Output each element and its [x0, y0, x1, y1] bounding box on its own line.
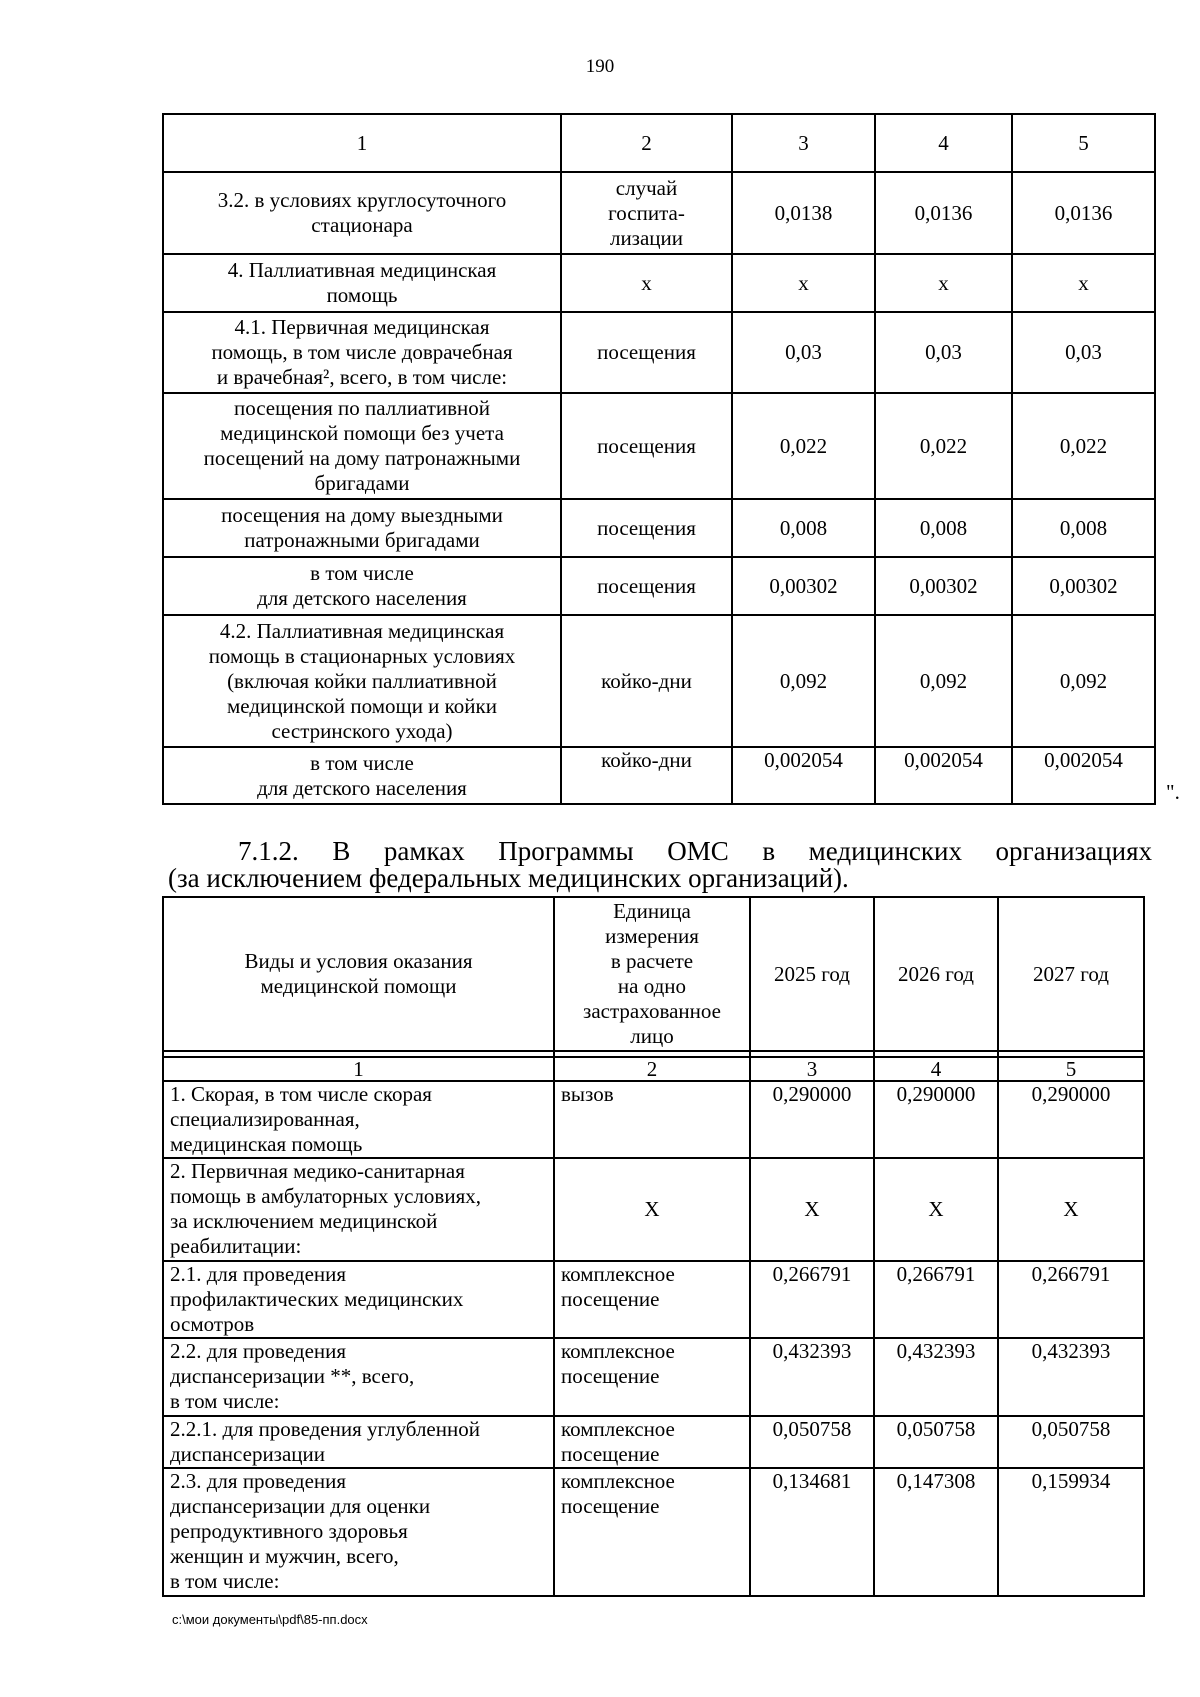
- unit-cell: комплексное посещение: [554, 1338, 750, 1416]
- header-cell: Единица измерения в расчете на одно застрахованное лицо: [554, 897, 750, 1051]
- table-row: [163, 1338, 1144, 1416]
- value-cell: х: [875, 254, 1012, 312]
- row-label-cell: 2.2. для проведения диспансеризации **, всего, в том числе:: [163, 1338, 554, 1416]
- column-number: 5: [998, 1057, 1144, 1081]
- unit-cell: койко-дни: [561, 747, 732, 804]
- table-row: [163, 747, 1155, 804]
- column-number: 2: [554, 1057, 750, 1081]
- value-cell: 0,0136: [1012, 172, 1155, 254]
- value-cell: 0,159934: [998, 1468, 1144, 1596]
- value-cell: 0,050758: [998, 1416, 1144, 1468]
- row-label-cell: посещения на дому выездными патронажными бригадами: [163, 499, 561, 557]
- value-cell: 0,050758: [750, 1416, 874, 1468]
- value-cell: 0,266791: [750, 1261, 874, 1338]
- value-cell: 0,00302: [1012, 557, 1155, 615]
- header-cell: 3: [732, 114, 875, 172]
- header-cell: 2026 год: [874, 897, 998, 1051]
- value-cell: 0,290000: [874, 1081, 998, 1158]
- value-cell: 0,022: [1012, 393, 1155, 499]
- value-cell: х: [1012, 254, 1155, 312]
- unit-cell: комплексное посещение: [554, 1261, 750, 1338]
- value-cell: 0,092: [732, 615, 875, 747]
- value-cell: 0,022: [732, 393, 875, 499]
- table-row: [163, 557, 1155, 615]
- value-cell: 0,266791: [874, 1261, 998, 1338]
- page-number: 190: [585, 56, 615, 77]
- row-label-cell: 4. Паллиативная медицинская помощь: [163, 254, 561, 312]
- header-cell: 1: [163, 114, 561, 172]
- value-cell: 0,022: [875, 393, 1012, 499]
- value-cell: 0,147308: [874, 1468, 998, 1596]
- value-cell: Х: [750, 1158, 874, 1261]
- table-row: [163, 615, 1155, 747]
- row-label-cell: 3.2. в условиях круглосуточного стационара: [163, 172, 561, 254]
- row-label-cell: в том числе для детского населения: [163, 557, 561, 615]
- unit-cell: Х: [554, 1158, 750, 1261]
- unit-cell: вызов: [554, 1081, 750, 1158]
- section-paragraph: [168, 838, 1152, 892]
- value-cell: 0,002054: [875, 747, 1012, 804]
- header-cell: Виды и условия оказания медицинской помощи: [163, 897, 554, 1051]
- value-cell: 0,03: [875, 312, 1012, 393]
- unit-cell: посещения: [561, 557, 732, 615]
- value-cell: 0,290000: [998, 1081, 1144, 1158]
- paragraph-line: 7.1.2. В рамках Программы ОМС в медицинских организациях: [238, 836, 1152, 866]
- value-cell: 0,00302: [875, 557, 1012, 615]
- table-row: [163, 254, 1155, 312]
- value-cell: 0,03: [732, 312, 875, 393]
- row-label-cell: 2.2.1. для проведения углубленной диспансеризации: [163, 1416, 554, 1468]
- row-label-cell: 2.3. для проведения диспансеризации для оценки репродуктивного здоровья женщин и мужчин, всего, в том числе:: [163, 1468, 554, 1596]
- unit-cell: комплексное посещение: [554, 1468, 750, 1596]
- header-cell: 2: [561, 114, 732, 172]
- column-number-row: [163, 1057, 1144, 1081]
- value-cell: 0,432393: [874, 1338, 998, 1416]
- table-row: [163, 1158, 1144, 1261]
- value-cell: 0,002054: [732, 747, 875, 804]
- row-label-cell: 2. Первичная медико-санитарная помощь в амбулаторных условиях, за исключением медицинской реабилитации:: [163, 1158, 554, 1261]
- table-palliative: [162, 113, 1156, 805]
- header-cell: 2027 год: [998, 897, 1144, 1051]
- value-cell: Х: [998, 1158, 1144, 1261]
- value-cell: 0,050758: [874, 1416, 998, 1468]
- unit-cell: случай госпита- лизации: [561, 172, 732, 254]
- table-row: [163, 393, 1155, 499]
- value-cell: 0,03: [1012, 312, 1155, 393]
- table-header-row: [163, 897, 1144, 1051]
- unit-cell: посещения: [561, 499, 732, 557]
- value-cell: 0,008: [1012, 499, 1155, 557]
- value-cell: 0,432393: [998, 1338, 1144, 1416]
- value-cell: 0,00302: [732, 557, 875, 615]
- unit-cell: комплексное посещение: [554, 1416, 750, 1468]
- paragraph-line: (за исключением федеральных медицинских организаций).: [168, 863, 849, 893]
- value-cell: 0,134681: [750, 1468, 874, 1596]
- value-cell: 0,092: [875, 615, 1012, 747]
- value-cell: 0,008: [732, 499, 875, 557]
- column-number: 4: [874, 1057, 998, 1081]
- header-cell: 2025 год: [750, 897, 874, 1051]
- unit-cell: койко-дни: [561, 615, 732, 747]
- value-cell: 0,008: [875, 499, 1012, 557]
- value-cell: 0,0138: [732, 172, 875, 254]
- file-path-footer: c:\мои документы\pdf\85-пп.docx: [172, 1612, 368, 1627]
- unit-cell: посещения: [561, 312, 732, 393]
- value-cell: х: [732, 254, 875, 312]
- table-row: [163, 499, 1155, 557]
- table-row: [163, 1468, 1144, 1596]
- table-row: [163, 1081, 1144, 1158]
- header-cell: 5: [1012, 114, 1155, 172]
- table-row: [163, 1416, 1144, 1468]
- table-row: [163, 172, 1155, 254]
- header-cell: 4: [875, 114, 1012, 172]
- value-cell: 0,266791: [998, 1261, 1144, 1338]
- value-cell: 0,290000: [750, 1081, 874, 1158]
- row-label-cell: посещения по паллиативной медицинской помощи без учета посещений на дому патронажными бригадами: [163, 393, 561, 499]
- value-cell: 0,0136: [875, 172, 1012, 254]
- column-number: 1: [163, 1057, 554, 1081]
- row-label-cell: 4.2. Паллиативная медицинская помощь в стационарных условиях (включая койки паллиативной медицинской помощи и койки сестринского ухода): [163, 615, 561, 747]
- unit-cell: посещения: [561, 393, 732, 499]
- unit-cell: х: [561, 254, 732, 312]
- row-label-cell: 4.1. Первичная медицинская помощь, в том числе доврачебная и врачебная², всего, в том числе:: [163, 312, 561, 393]
- table-header-row: [163, 114, 1155, 172]
- table-oms: [162, 896, 1145, 1597]
- value-cell: 0,002054: [1012, 747, 1155, 804]
- closing-quote: ".: [1166, 780, 1180, 804]
- column-number: 3: [750, 1057, 874, 1081]
- table-row: [163, 1261, 1144, 1338]
- row-label-cell: 1. Скорая, в том числе скорая специализированная, медицинская помощь: [163, 1081, 554, 1158]
- table-row: [163, 312, 1155, 393]
- row-label-cell: в том числе для детского населения: [163, 747, 561, 804]
- value-cell: 0,432393: [750, 1338, 874, 1416]
- value-cell: 0,092: [1012, 615, 1155, 747]
- row-label-cell: 2.1. для проведения профилактических медицинских осмотров: [163, 1261, 554, 1338]
- value-cell: Х: [874, 1158, 998, 1261]
